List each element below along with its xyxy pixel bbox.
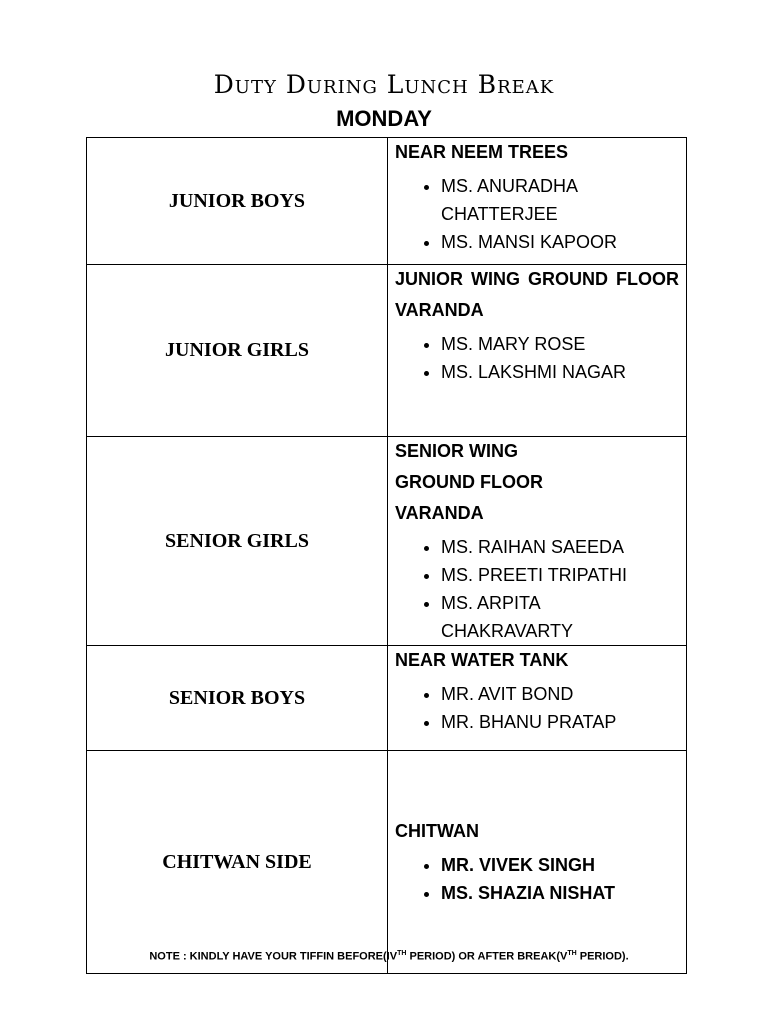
- location-cell: [388, 751, 687, 974]
- location-cell: [388, 138, 687, 265]
- list-item: • MS. LAKSHMI NAGAR: [441, 358, 679, 386]
- list-item: • MS. MARY ROSE: [441, 330, 679, 358]
- table-row: [87, 138, 687, 265]
- note-text: NOTE : KINDLY HAVE YOUR TIFFIN BEFORE(IV: [149, 950, 398, 963]
- location-cell: [388, 265, 687, 437]
- note-superscript: TH: [397, 950, 407, 957]
- list-item: • MS. SHAZIA NISHAT: [441, 879, 679, 907]
- staff-list: [395, 533, 679, 645]
- location-label: CHITWAN: [395, 821, 479, 841]
- table-row: [87, 751, 687, 974]
- location-label: JUNIOR WING GROUND FLOOR VARANDA: [395, 269, 679, 320]
- location-cell: [388, 646, 687, 751]
- table-row: [87, 437, 687, 646]
- staff-list: [395, 680, 679, 736]
- group-cell: CHITWAN SIDE: [87, 751, 388, 974]
- group-cell: JUNIOR GIRLS: [87, 265, 388, 437]
- list-item: • MS. MANSI KAPOOR: [441, 228, 679, 256]
- note-text: PERIOD).: [576, 950, 629, 963]
- group-cell: SENIOR BOYS: [87, 646, 388, 751]
- list-item: • MS. ANURADHA CHATTERJEE: [441, 172, 679, 228]
- table-row: [87, 646, 687, 751]
- list-item: • MR. AVIT BOND: [441, 680, 679, 708]
- staff-list: [395, 330, 679, 386]
- page-title: Duty During Lunch Break: [213, 70, 555, 99]
- group-cell: JUNIOR BOYS: [87, 138, 388, 265]
- location-cell: [388, 437, 687, 646]
- table-row: [87, 265, 687, 437]
- staff-list: [395, 172, 679, 256]
- location-label: SENIOR WING GROUND FLOOR VARANDA: [395, 441, 543, 523]
- list-item: • MS. PREETI TRIPATHI: [441, 561, 679, 589]
- note-superscript: TH: [567, 950, 577, 957]
- duty-table: [86, 137, 687, 974]
- day-heading: MONDAY: [336, 106, 432, 131]
- footer-note: [0, 950, 768, 963]
- list-item: • MS. RAIHAN SAEEDA: [441, 533, 679, 561]
- staff-list: [395, 851, 679, 907]
- note-text: PERIOD) OR AFTER BREAK(V: [406, 950, 568, 963]
- list-item: • MR. VIVEK SINGH: [441, 851, 679, 879]
- location-label: NEAR NEEM TREES: [395, 142, 569, 162]
- group-cell: SENIOR GIRLS: [87, 437, 388, 646]
- list-item: • MS. ARPITA CHAKRAVARTY: [441, 589, 679, 645]
- list-item: • MR. BHANU PRATAP: [441, 708, 679, 736]
- location-label: NEAR WATER TANK: [395, 650, 569, 670]
